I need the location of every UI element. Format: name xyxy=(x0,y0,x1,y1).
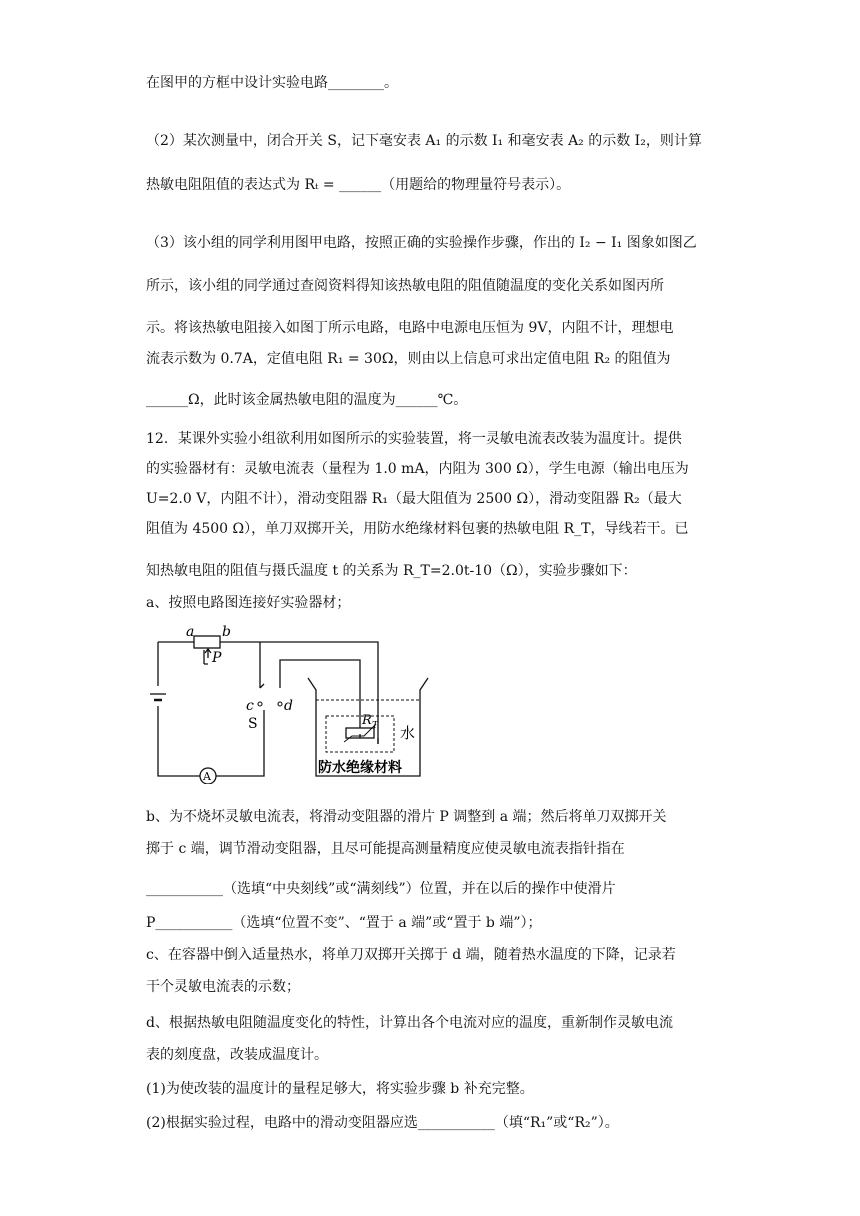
slider-arrow xyxy=(205,649,211,658)
text-line: d、根据热敏电阻随温度变化的特性，计算出各个电流对应的温度，重新制作灵敏电流 xyxy=(146,1015,673,1031)
label-s: S xyxy=(248,716,258,732)
text-line: 示。将该热敏电阻接入如图丁所示电路，电路中电源电压恒为 9V，内阻不计，理想电 xyxy=(146,320,674,336)
text-line: (1)为使改装的温度计的量程足够大，将实验步骤 b 补充完整。 xyxy=(146,1081,534,1097)
switch-terminal-d xyxy=(278,702,282,706)
material-label: 防水绝缘材料 xyxy=(318,760,402,776)
text-line: a、按照电路图连接好实验器材； xyxy=(146,595,351,611)
circuit-svg xyxy=(150,624,450,784)
circuit-diagram xyxy=(150,624,450,788)
text-line: 热敏电阻阻值的表达式为 Rₜ = ______（用题给的物理量符号表示）。 xyxy=(146,177,571,193)
text-line: U=2.0 V，内阻不计），滑动变阻器 R₁（最大阻值为 2500 Ω），滑动变阻器 R₂（最大 xyxy=(146,491,682,507)
water-label: 水 xyxy=(400,724,416,742)
switch-terminal-c xyxy=(258,702,262,706)
text-line: (2)根据实验过程，电路中的滑动变阻器应选___________（填“R₁”或“R₂”）。 xyxy=(146,1115,619,1131)
ammeter-label: A xyxy=(203,770,211,783)
label-c: c xyxy=(246,698,254,714)
text-line: ___________（选填“中央刻线”或“满刻线”）位置，并在以后的操作中使滑片 xyxy=(146,881,616,897)
text-line: （3）该小组的同学利用图甲电路，按照正确的实验操作步骤，作出的 I₂ − I₁ 图象如图乙 xyxy=(146,235,697,251)
wire-switch-c xyxy=(260,642,264,688)
text-line: 12．某课外实验小组欲利用如图所示的实验装置，将一灵敏电流表改装为温度计。提供 xyxy=(146,431,682,447)
label-a: a xyxy=(186,624,195,640)
text-line: P___________（选填“位置不变”、“置于 a 端”或“置于 b 端”）； xyxy=(146,915,542,931)
text-line: （2）某次测量中，闭合开关 S，记下毫安表 A₁ 的示数 I₁ 和毫安表 A₂ 的示数 I₂，则计算 xyxy=(146,133,702,149)
text-line: ______Ω，此时该金属热敏电阻的温度为______℃。 xyxy=(146,392,468,408)
label-p: P xyxy=(212,650,222,666)
text-line: 的实验器材有：灵敏电流表（量程为 1.0 mA，内阻为 300 Ω），学生电源（输出电压为 xyxy=(146,461,689,477)
wire-d xyxy=(280,660,360,734)
text-line: 阻值为 4500 Ω），单刀双掷开关，用防水绝缘材料包裹的热敏电阻 R_T，导线若干。已 xyxy=(146,521,689,537)
wire-top xyxy=(158,642,378,744)
label-b: b xyxy=(222,624,231,640)
thermistor-label: R xyxy=(362,713,372,728)
text-line: 流表示数为 0.7A，定值电阻 R₁ = 30Ω，则由以上信息可求出定值电阻 R₂ 的阻值为 xyxy=(146,351,671,367)
label-d: d xyxy=(284,698,293,714)
text-line: 表的刻度盘，改装成温度计。 xyxy=(146,1047,328,1063)
rheostat xyxy=(194,636,220,648)
text-line: c、在容器中倒入适量热水，将单刀双掷开关掷于 d 端，随着热水温度的下降，记录若 xyxy=(146,947,676,963)
text-line: 知热敏电阻的阻值与摄氏温度 t 的关系为 R_T=2.0t-10（Ω），实验步骤如下： xyxy=(146,563,637,579)
text-line: b、为不烧坏灵敏电流表，将滑动变阻器的滑片 P 调整到 a 端；然后将单刀双掷开关 xyxy=(146,809,667,825)
text-line: 所示，该小组的同学通过查阅资料得知该热敏电阻的阻值随温度的变化关系如图丙所 xyxy=(146,278,664,294)
text-line: 在图甲的方框中设计实验电路________。 xyxy=(146,75,398,91)
thermistor-subscript: T xyxy=(372,721,379,731)
text-line: 掷于 c 端，调节滑动变阻器，且尽可能提高测量精度应使灵敏电流表指针指在 xyxy=(146,841,625,857)
text-line: 干个灵敏电流表的示数； xyxy=(146,979,300,995)
